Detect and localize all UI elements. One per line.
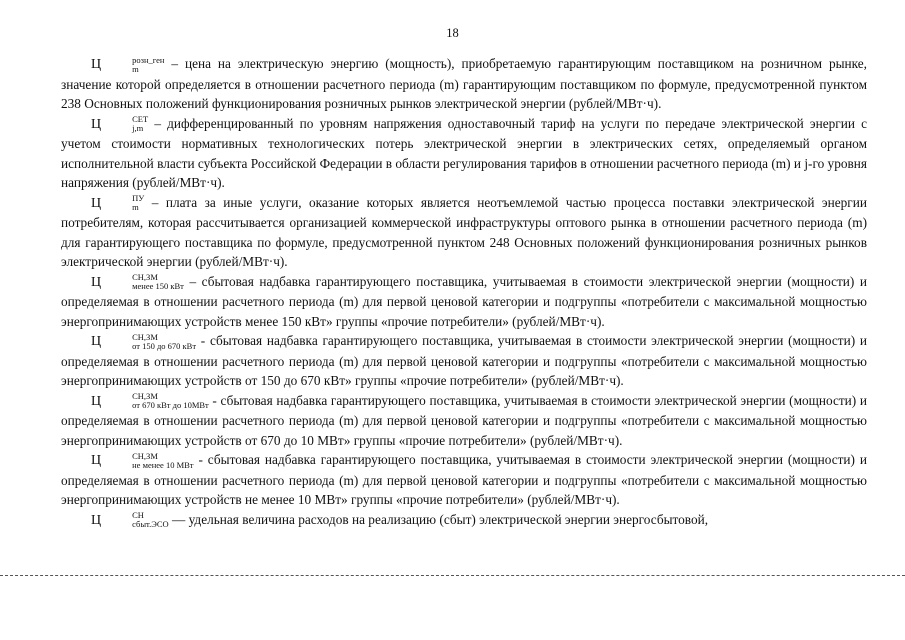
formula-symbol: Ц СН,ЗМ от 150 до 670 кВт	[91, 331, 197, 351]
paragraph-markup-over-10mw	[61, 450, 867, 510]
formula-symbol: Ц СН,ЗМ от 670 кВт до 10МВт	[91, 391, 209, 411]
paragraph-other-services	[61, 193, 867, 272]
formula-symbol: Ц розн_ген m	[91, 54, 165, 74]
paragraph-text: – цена на электрическую энергию (мощность), приобретаемую гарантирующим поставщиком на розничном рынке, значение которой определяется в отношении расчетного периода (m) гарантирующим поставщиком по формуле, предусмотренной пунктом 238 Основных положений функционирования розничных рынков электрической энергии (рублей/МВт·ч).	[61, 56, 867, 111]
paragraph-markup-under-150	[61, 272, 867, 332]
paragraph-text: - сбытовая надбавка гарантирующего поставщика, учитываемая в стоимости электрической энергии (мощности) и определяемая в отношении расчетного периода (m) для первой ценовой категории и подгруппы «потребители с максимальной мощностью энергопринимающих устройств от 670 до 10 МВт» группы «прочие потребители» (рублей/МВт·ч).	[61, 392, 867, 448]
formula-symbol: Ц СН сбыт.ЭСО	[91, 510, 169, 530]
paragraph-text: - сбытовая надбавка гарантирующего поставщика, учитываемая в стоимости электрической энергии (мощности) и определяемая в отношении расчетного периода (m) для первой ценовой категории и подгруппы «потребители с максимальной мощностью энергопринимающих устройств не менее 10 МВт» группы «прочие потребители» (рублей/МВт·ч).	[61, 452, 867, 507]
formula-symbol: Ц СН,ЗМ менее 150 кВт	[91, 272, 184, 292]
paragraph-markup-670-10mw	[61, 391, 867, 451]
formula-symbol: Ц СЕТ j,m	[91, 114, 149, 134]
document-body	[61, 54, 867, 530]
paragraph-markup-150-670	[61, 331, 867, 391]
paragraph-text: – дифференцированный по уровням напряжения одноставочный тариф на услуги по передаче электрической энергии с учетом стоимости нормативных технологических потерь электрической энергии в электрических сетях, определяемый органом исполнительной власти субъекта Российской Федерации в области регулирования тарифов в отношении расчетного периода (m) и j-го уровня напряжения (рублей/МВт·ч).	[61, 115, 868, 190]
paragraph-transmission-tariff	[61, 114, 867, 193]
paragraph-text: – сбытовая надбавка гарантирующего поставщика, учитываемая в стоимости электрической энергии (мощности) и определяемая в отношении расчетного периода (m) для первой ценовой категории и подгруппы «потребители с максимальной мощностью энергопринимающих устройств менее 150 кВт» группы «прочие потребители» (рублей/МВт·ч).	[61, 273, 867, 329]
paragraph-price-retail	[61, 54, 867, 114]
formula-symbol: Ц ПУ m	[91, 193, 145, 213]
page-number: 18	[446, 26, 459, 40]
paragraph-text: - сбытовая надбавка гарантирующего поставщика, учитываемая в стоимости электрической энергии (мощности) и определяемая в отношении расчетного периода (m) для первой ценовой категории и подгруппы «потребители с максимальной мощностью энергопринимающих устройств от 150 до 670 кВт» группы «прочие потребители» (рублей/МВт·ч).	[61, 333, 867, 388]
paragraph-sales-expenses	[61, 510, 867, 531]
page-cut-line	[0, 575, 905, 576]
formula-symbol: Ц СН,ЗМ не менее 10 МВт	[91, 450, 194, 470]
paragraph-text: – плата за иные услуги, оказание которых является неотъемлемой частью процесса поставки электрической энергии потребителям, которая рассчитывается организацией коммерческой инфраструктуры оптового рынка в отношении расчетного периода (m) для гарантирующего поставщика по формуле, предусмотренной пунктом 248 Основных положений функционирования розничных рынков электрической энергии (рублей/МВт·ч).	[61, 194, 867, 269]
paragraph-text: — удельная величина расходов на реализацию (сбыт) электрической энергии энергосбытовой,	[168, 511, 709, 527]
